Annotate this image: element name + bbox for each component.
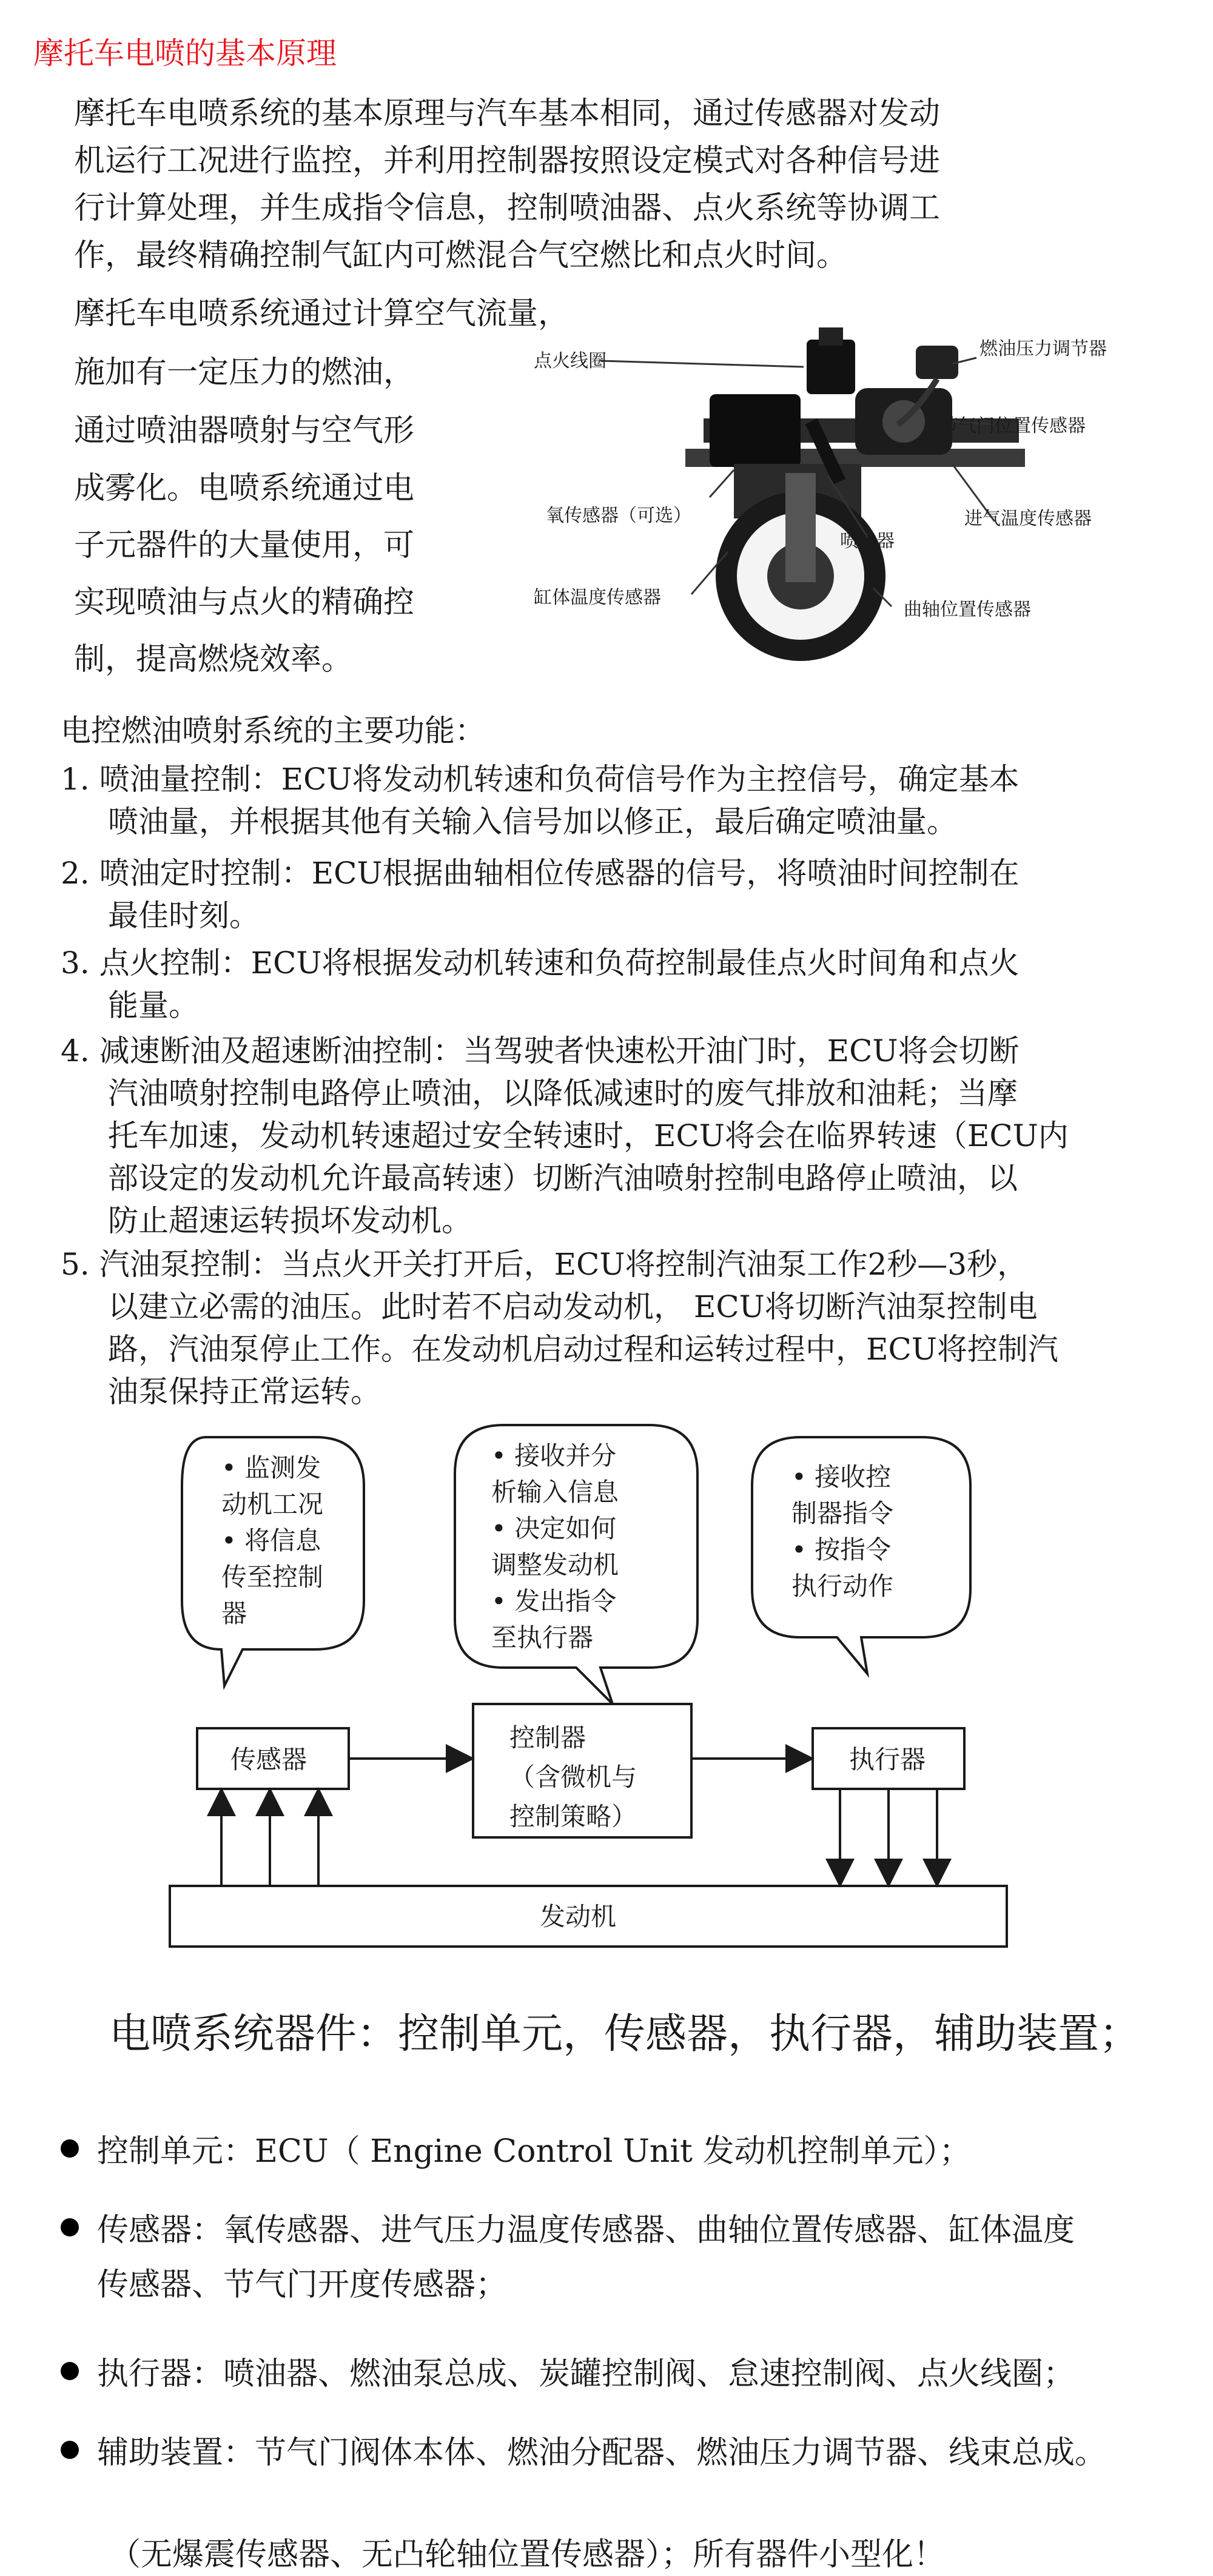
bubble-left-line: • 监测发 xyxy=(221,1453,321,1483)
intro-line: 作，最终精确控制气缸内可燃混合气空燃比和点火时间。 xyxy=(74,238,848,273)
function-line: 汽油喷射控制电路停止喷油，以降低减速时的废气排放和油耗；当摩 xyxy=(108,1076,1018,1111)
component-sep: ： xyxy=(192,2212,224,2249)
bubble-left-line: 传至控制 xyxy=(221,1562,324,1592)
narrow-line: 施加有一定压力的燃油， xyxy=(74,355,415,391)
component-key: 控制单元 xyxy=(97,2133,224,2170)
bullet-dot-icon xyxy=(61,2362,79,2380)
intro-line: 机运行工况进行监控，并利用控制器按照设定模式对各种信号进 xyxy=(74,143,941,179)
narrow-line: 制，提高燃烧效率。 xyxy=(74,642,353,677)
label-fuel-pressure-regulator: 燃油压力调节器 xyxy=(979,338,1107,360)
function-line: 5. 汽油泵控制：当点火开关打开后，ECU将控制汽油泵工作2秒—3秒， xyxy=(61,1247,1028,1282)
bubble-mid-line: 析输入信息 xyxy=(491,1477,619,1507)
bubble-left-line: 器 xyxy=(221,1598,247,1628)
function-line: 能量。 xyxy=(108,988,199,1023)
sensor-label: 传感器 xyxy=(230,1745,307,1774)
component-sep: ： xyxy=(223,2133,255,2170)
label-intake-temp-sensor: 进气温度传感器 xyxy=(964,508,1092,529)
component-value: 节气门阀体本体、燃油分配器、燃油压力调节器、线束总成。 xyxy=(255,2435,1107,2471)
flow-diagram xyxy=(164,1419,1013,1965)
components-title: 电喷系统器件：控制单元，传感器，执行器，辅助装置； xyxy=(109,2010,1141,2058)
bubble-mid-line: • 发出指令 xyxy=(491,1586,617,1616)
bubble-left-line: 动机工况 xyxy=(221,1489,324,1519)
narrow-line: 实现喷油与点火的精确控 xyxy=(74,585,415,620)
component-item xyxy=(97,2204,1075,2250)
bubble-mid-line: • 决定如何 xyxy=(491,1514,617,1543)
component-item xyxy=(97,2427,1106,2472)
fuel-pressure-regulator-icon xyxy=(916,346,958,379)
function-line: 路，汽油泵停止工作。在发动机启动过程和运转过程中，ECU将控制汽 xyxy=(108,1332,1058,1367)
component-item xyxy=(97,2348,1075,2393)
connecting-rod xyxy=(785,473,816,582)
ignition-coil-icon xyxy=(807,340,855,394)
label-ignition-coil: 点火线圈 xyxy=(534,351,606,372)
component-key: 辅助装置 xyxy=(97,2435,224,2471)
label-throttle-position-sensor: 节气门位置传感器 xyxy=(940,415,1086,437)
component-sep: ： xyxy=(223,2435,255,2471)
narrow-line: 成雾化。电喷系统通过电 xyxy=(74,471,415,506)
component-key: 传感器 xyxy=(97,2212,192,2249)
function-line: 防止超速运转损坏发动机。 xyxy=(108,1203,472,1238)
component-value-cont: 传感器、节气门开度传感器； xyxy=(97,2267,508,2303)
function-line: 3. 点火控制：ECU将根据发动机转速和负荷控制最佳点火时间角和点火 xyxy=(61,945,1020,981)
bubble-right-line: • 接收控 xyxy=(791,1462,892,1492)
component-value: ECU（ Engine Control Unit 发动机控制单元）； xyxy=(255,2133,971,2170)
bullet-dot-icon xyxy=(61,2218,79,2236)
engine-label: 发动机 xyxy=(540,1902,617,1931)
leader-ignition-coil xyxy=(600,361,804,367)
narrow-line: 摩托车电喷系统通过计算空气流量， xyxy=(74,296,570,332)
bubble-right-line: 制器指令 xyxy=(791,1498,894,1528)
label-cylinder-temp-sensor: 缸体温度传感器 xyxy=(534,587,661,608)
controller-label: 控制器 xyxy=(509,1723,586,1753)
function-line: 2. 喷油定时控制：ECU根据曲轴相位传感器的信号，将喷油时间控制在 xyxy=(61,856,1020,891)
function-line: 4. 减速断油及超速断油控制：当驾驶者快速松开油门时，ECU将会切断 xyxy=(61,1033,1020,1068)
component-sep: ： xyxy=(192,2356,224,2392)
coil-connector xyxy=(819,327,843,346)
narrow-line: 子元器件的大量使用，可 xyxy=(74,528,415,563)
function-line: 托车加速，发动机转速超过安全转速时，ECU将会在临界转速（ECU内 xyxy=(108,1118,1069,1153)
function-line: 油泵保持正常运转。 xyxy=(108,1374,381,1409)
intro-line: 摩托车电喷系统的基本原理与汽车基本相同，通过传感器对发动 xyxy=(74,96,941,132)
narrow-line: 通过喷油器喷射与空气形 xyxy=(74,413,415,449)
function-line: 部设定的发动机允许最高转速）切断汽油喷射控制电路停止喷油，以 xyxy=(108,1161,1018,1196)
engine-figure xyxy=(528,321,1189,679)
leader-oxygen-sensor xyxy=(710,470,734,497)
intro-line: 行计算处理，并生成指令信息，控制喷油器、点火系统等协调工 xyxy=(74,190,941,226)
controller-label: 控制策略） xyxy=(509,1802,637,1831)
bullet-dot-icon xyxy=(61,2139,79,2158)
function-line: 最佳时刻。 xyxy=(108,898,260,933)
cylinder-head xyxy=(710,394,801,467)
page-title: 摩托车电喷的基本原理 xyxy=(33,36,337,71)
function-line: 1. 喷油量控制：ECU将发动机转速和负荷信号作为主控信号，确定基本 xyxy=(61,762,1020,797)
component-key: 执行器 xyxy=(97,2356,192,2392)
component-item xyxy=(97,2125,970,2171)
component-value: 氧传感器、进气压力温度传感器、曲轴位置传感器、缸体温度 xyxy=(223,2212,1075,2249)
bubble-right-line: • 按指令 xyxy=(791,1535,892,1565)
bullet-dot-icon xyxy=(61,2441,79,2459)
function-line: 以建立必需的油压。此时若不启动发动机， ECU将切断汽油泵控制电 xyxy=(108,1289,1038,1324)
label-crankshaft-position-sensor: 曲轴位置传感器 xyxy=(904,599,1031,620)
function-line: 喷油量，并根据其他有关输入信号加以修正，最后确定喷油量。 xyxy=(108,804,957,839)
bubble-mid-line: 调整发动机 xyxy=(491,1550,619,1580)
bubble-mid-line: • 接收并分 xyxy=(491,1441,617,1471)
bubble-right-line: 执行动作 xyxy=(791,1571,894,1601)
component-value: 喷油器、燃油泵总成、炭罐控制阀、怠速控制阀、点火线圈； xyxy=(223,2356,1075,2392)
actuator-label: 执行器 xyxy=(849,1745,926,1774)
bubble-mid-line: 至执行器 xyxy=(491,1623,594,1652)
label-oxygen-sensor: 氧传感器（可选） xyxy=(546,505,691,526)
bubble-left-line: • 将信息 xyxy=(221,1526,321,1555)
controller-label: （含微机与 xyxy=(509,1762,637,1792)
functions-heading: 电控燃油喷射系统的主要功能： xyxy=(61,713,485,748)
label-injector: 喷油器 xyxy=(840,531,895,552)
footnote: （无爆震传感器、无凸轮轴位置传感器）；所有器件小型化！ xyxy=(109,2537,946,2573)
